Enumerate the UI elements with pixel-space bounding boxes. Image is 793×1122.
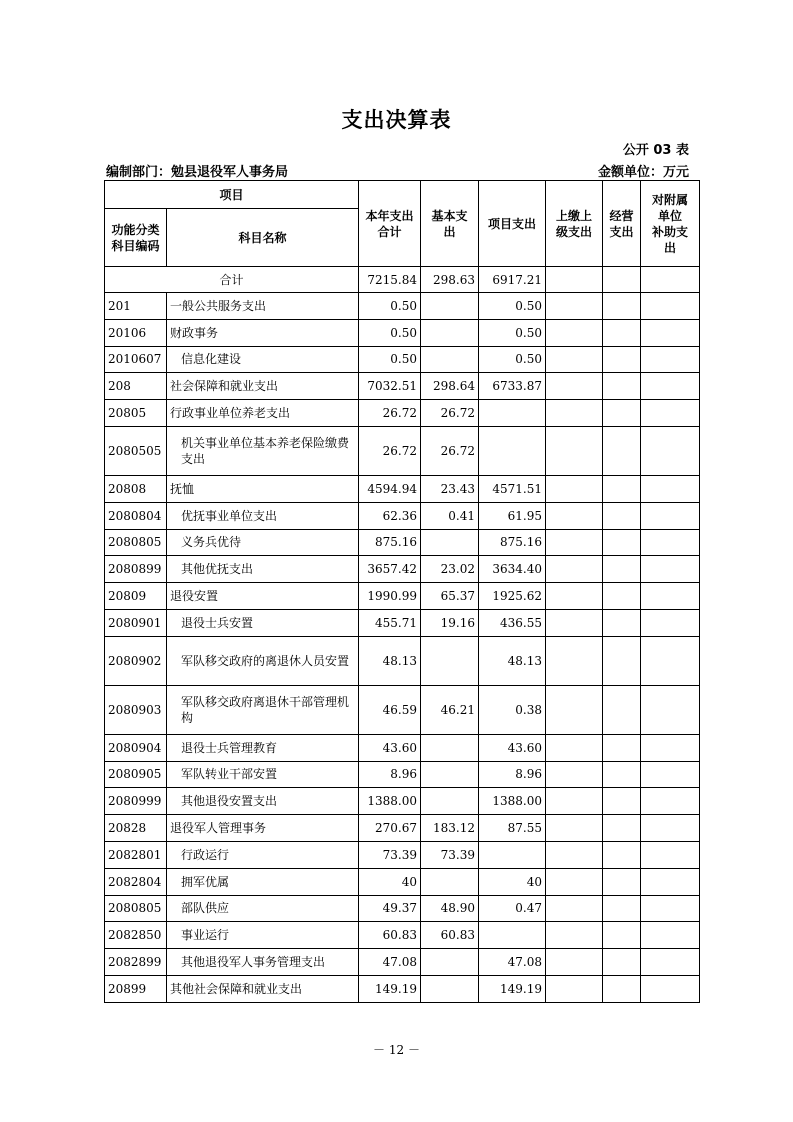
row-upper	[546, 734, 603, 761]
row-code: 2080804	[105, 502, 167, 529]
row-name: 军队转业干部安置	[167, 761, 359, 788]
page-title: 支出决算表	[341, 108, 452, 132]
row-name: 退役士兵安置	[167, 609, 359, 636]
row-name: 军队移交政府离退休干部管理机构	[167, 685, 359, 734]
row-upper	[546, 502, 603, 529]
row-code: 2080899	[105, 556, 167, 583]
row-name: 财政事务	[167, 319, 359, 346]
row-upper	[546, 583, 603, 610]
row-basic: 26.72	[421, 400, 479, 427]
table-row	[105, 400, 700, 427]
row-operating	[603, 685, 641, 734]
row-code: 2082804	[105, 868, 167, 895]
row-code: 2080905	[105, 761, 167, 788]
table-row	[105, 319, 700, 346]
row-upper	[546, 975, 603, 1002]
row-basic: 23.02	[421, 556, 479, 583]
row-code: 2080505	[105, 426, 167, 475]
row-subsidy	[641, 293, 700, 320]
row-operating	[603, 895, 641, 922]
row-name: 其他退役安置支出	[167, 788, 359, 815]
row-upper	[546, 868, 603, 895]
row-total: 26.72	[359, 400, 421, 427]
row-operating	[603, 734, 641, 761]
row-subsidy	[641, 788, 700, 815]
row-operating	[603, 556, 641, 583]
row-subsidy	[641, 556, 700, 583]
row-code: 2080902	[105, 636, 167, 685]
row-subsidy	[641, 815, 700, 842]
row-code: 2010607	[105, 346, 167, 373]
row-project: 4571.51	[479, 475, 546, 502]
row-operating	[603, 636, 641, 685]
row-name: 社会保障和就业支出	[167, 373, 359, 400]
row-operating	[603, 815, 641, 842]
row-total: 8.96	[359, 761, 421, 788]
row-subsidy	[641, 319, 700, 346]
row-total: 7032.51	[359, 373, 421, 400]
row-total: 73.39	[359, 841, 421, 868]
row-basic	[421, 529, 479, 556]
row-project: 1925.62	[479, 583, 546, 610]
header-upper: 上缴上 级支出	[546, 181, 603, 267]
row-subsidy	[641, 841, 700, 868]
row-project	[479, 400, 546, 427]
unit-label: 金额单位：万元	[597, 165, 689, 180]
table-row	[105, 426, 700, 475]
table-row	[105, 868, 700, 895]
row-name: 抚恤	[167, 475, 359, 502]
row-total: 49.37	[359, 895, 421, 922]
table-row	[105, 949, 700, 976]
row-total: 0.50	[359, 319, 421, 346]
row-subsidy	[641, 475, 700, 502]
row-operating	[603, 400, 641, 427]
row-code: 2080901	[105, 609, 167, 636]
row-upper	[546, 949, 603, 976]
row-basic: 60.83	[421, 922, 479, 949]
total-subsidy	[641, 267, 700, 293]
row-basic: 298.64	[421, 373, 479, 400]
row-project: 0.38	[479, 685, 546, 734]
header-func-code: 功能分类 科目编码	[105, 209, 167, 267]
row-name: 机关事业单位基本养老保险缴费支出	[167, 426, 359, 475]
row-name: 其他退役军人事务管理支出	[167, 949, 359, 976]
row-upper	[546, 529, 603, 556]
row-subsidy	[641, 609, 700, 636]
row-name: 优抚事业单位支出	[167, 502, 359, 529]
row-basic	[421, 636, 479, 685]
row-total: 40	[359, 868, 421, 895]
row-subsidy	[641, 373, 700, 400]
table-row	[105, 922, 700, 949]
total-upper	[546, 267, 603, 293]
row-basic: 48.90	[421, 895, 479, 922]
row-project: 0.50	[479, 319, 546, 346]
row-operating	[603, 426, 641, 475]
row-name: 退役士兵管理教育	[167, 734, 359, 761]
row-operating	[603, 319, 641, 346]
header-subsidy: 对附属 单位 补助支 出	[641, 181, 700, 267]
row-subsidy	[641, 529, 700, 556]
row-total: 47.08	[359, 949, 421, 976]
total-project: 6917.21	[479, 267, 546, 293]
header-item: 项目	[105, 181, 359, 209]
row-subsidy	[641, 922, 700, 949]
row-subsidy	[641, 400, 700, 427]
header-basic: 基本支 出	[421, 181, 479, 267]
row-name: 其他优抚支出	[167, 556, 359, 583]
row-upper	[546, 319, 603, 346]
row-code: 2082899	[105, 949, 167, 976]
row-total: 875.16	[359, 529, 421, 556]
row-code: 20899	[105, 975, 167, 1002]
row-project	[479, 922, 546, 949]
total-total: 7215.84	[359, 267, 421, 293]
total-operating	[603, 267, 641, 293]
row-name: 部队供应	[167, 895, 359, 922]
row-basic	[421, 761, 479, 788]
row-operating	[603, 583, 641, 610]
row-code: 20805	[105, 400, 167, 427]
row-upper	[546, 841, 603, 868]
row-subsidy	[641, 868, 700, 895]
row-code: 20106	[105, 319, 167, 346]
row-project	[479, 426, 546, 475]
row-code: 20828	[105, 815, 167, 842]
row-name: 事业运行	[167, 922, 359, 949]
row-name: 其他社会保障和就业支出	[167, 975, 359, 1002]
row-upper	[546, 346, 603, 373]
row-name: 退役军人管理事务	[167, 815, 359, 842]
row-basic: 65.37	[421, 583, 479, 610]
row-upper	[546, 609, 603, 636]
table-row	[105, 761, 700, 788]
row-basic	[421, 868, 479, 895]
row-project: 875.16	[479, 529, 546, 556]
row-total: 0.50	[359, 346, 421, 373]
table-row	[105, 346, 700, 373]
row-basic	[421, 293, 479, 320]
table-row	[105, 609, 700, 636]
page-number: － 12 －	[373, 1043, 420, 1057]
department-label: 编制部门：勉县退役军人事务局	[106, 165, 289, 180]
row-operating	[603, 529, 641, 556]
row-basic: 26.72	[421, 426, 479, 475]
row-basic: 73.39	[421, 841, 479, 868]
row-basic	[421, 975, 479, 1002]
row-code: 2080805	[105, 895, 167, 922]
row-code: 2082850	[105, 922, 167, 949]
row-total: 60.83	[359, 922, 421, 949]
row-total: 0.50	[359, 293, 421, 320]
row-total: 62.36	[359, 502, 421, 529]
table-row	[105, 475, 700, 502]
row-subsidy	[641, 426, 700, 475]
row-total: 43.60	[359, 734, 421, 761]
row-basic	[421, 788, 479, 815]
row-subsidy	[641, 975, 700, 1002]
header-total: 本年支出 合计	[359, 181, 421, 267]
row-upper	[546, 815, 603, 842]
row-name: 军队移交政府的离退休人员安置	[167, 636, 359, 685]
table-row	[105, 815, 700, 842]
row-project: 0.47	[479, 895, 546, 922]
row-project: 6733.87	[479, 373, 546, 400]
header-project: 项目支出	[479, 181, 546, 267]
total-row	[105, 267, 700, 293]
row-name: 信息化建设	[167, 346, 359, 373]
row-project: 1388.00	[479, 788, 546, 815]
row-name: 拥军优属	[167, 868, 359, 895]
row-name: 义务兵优待	[167, 529, 359, 556]
row-name: 一般公共服务支出	[167, 293, 359, 320]
row-upper	[546, 685, 603, 734]
row-total: 270.67	[359, 815, 421, 842]
table-row	[105, 636, 700, 685]
row-upper	[546, 426, 603, 475]
row-total: 48.13	[359, 636, 421, 685]
row-code: 2080805	[105, 529, 167, 556]
row-total: 26.72	[359, 426, 421, 475]
row-code: 2082801	[105, 841, 167, 868]
row-operating	[603, 761, 641, 788]
row-operating	[603, 293, 641, 320]
row-project: 47.08	[479, 949, 546, 976]
row-upper	[546, 788, 603, 815]
row-name: 退役安置	[167, 583, 359, 610]
table-row	[105, 502, 700, 529]
row-upper	[546, 373, 603, 400]
row-basic: 23.43	[421, 475, 479, 502]
row-code: 208	[105, 373, 167, 400]
header-subject-name: 科目名称	[167, 209, 359, 267]
row-operating	[603, 373, 641, 400]
header-operating: 经营 支出	[603, 181, 641, 267]
row-total: 455.71	[359, 609, 421, 636]
row-name: 行政运行	[167, 841, 359, 868]
row-operating	[603, 949, 641, 976]
row-basic	[421, 949, 479, 976]
row-operating	[603, 922, 641, 949]
total-basic: 298.63	[421, 267, 479, 293]
row-code: 20808	[105, 475, 167, 502]
form-number: 公开 03 表	[622, 143, 689, 158]
total-label: 合计	[105, 267, 359, 293]
row-subsidy	[641, 685, 700, 734]
row-code: 2080904	[105, 734, 167, 761]
row-total: 1990.99	[359, 583, 421, 610]
row-total: 1388.00	[359, 788, 421, 815]
row-code: 2080903	[105, 685, 167, 734]
table-row	[105, 975, 700, 1002]
row-project: 8.96	[479, 761, 546, 788]
row-basic: 46.21	[421, 685, 479, 734]
expenditure-table	[104, 180, 700, 1003]
row-subsidy	[641, 636, 700, 685]
row-upper	[546, 475, 603, 502]
row-subsidy	[641, 346, 700, 373]
row-project: 48.13	[479, 636, 546, 685]
row-total: 4594.94	[359, 475, 421, 502]
row-operating	[603, 346, 641, 373]
row-upper	[546, 922, 603, 949]
row-upper	[546, 556, 603, 583]
table-row	[105, 685, 700, 734]
row-code: 20809	[105, 583, 167, 610]
row-code: 201	[105, 293, 167, 320]
row-project: 0.50	[479, 346, 546, 373]
row-basic	[421, 734, 479, 761]
row-project: 87.55	[479, 815, 546, 842]
row-project: 61.95	[479, 502, 546, 529]
row-upper	[546, 636, 603, 685]
row-project: 149.19	[479, 975, 546, 1002]
table-row	[105, 734, 700, 761]
row-basic	[421, 346, 479, 373]
row-project: 436.55	[479, 609, 546, 636]
row-operating	[603, 975, 641, 1002]
row-basic: 0.41	[421, 502, 479, 529]
table-row	[105, 841, 700, 868]
row-project: 3634.40	[479, 556, 546, 583]
table-row	[105, 373, 700, 400]
row-project: 40	[479, 868, 546, 895]
row-subsidy	[641, 761, 700, 788]
row-upper	[546, 400, 603, 427]
row-operating	[603, 788, 641, 815]
row-upper	[546, 293, 603, 320]
row-operating	[603, 841, 641, 868]
row-project: 0.50	[479, 293, 546, 320]
row-upper	[546, 761, 603, 788]
table-row	[105, 529, 700, 556]
table-row	[105, 583, 700, 610]
table-row	[105, 788, 700, 815]
table-row	[105, 293, 700, 320]
row-subsidy	[641, 895, 700, 922]
table-row	[105, 895, 700, 922]
row-subsidy	[641, 583, 700, 610]
row-operating	[603, 609, 641, 636]
row-operating	[603, 475, 641, 502]
row-subsidy	[641, 949, 700, 976]
row-operating	[603, 868, 641, 895]
row-project	[479, 841, 546, 868]
row-total: 149.19	[359, 975, 421, 1002]
row-basic: 183.12	[421, 815, 479, 842]
row-basic: 19.16	[421, 609, 479, 636]
row-upper	[546, 895, 603, 922]
row-basic	[421, 319, 479, 346]
row-subsidy	[641, 734, 700, 761]
row-subsidy	[641, 502, 700, 529]
table-row	[105, 556, 700, 583]
row-name: 行政事业单位养老支出	[167, 400, 359, 427]
row-total: 3657.42	[359, 556, 421, 583]
row-total: 46.59	[359, 685, 421, 734]
row-code: 2080999	[105, 788, 167, 815]
row-operating	[603, 502, 641, 529]
row-project: 43.60	[479, 734, 546, 761]
